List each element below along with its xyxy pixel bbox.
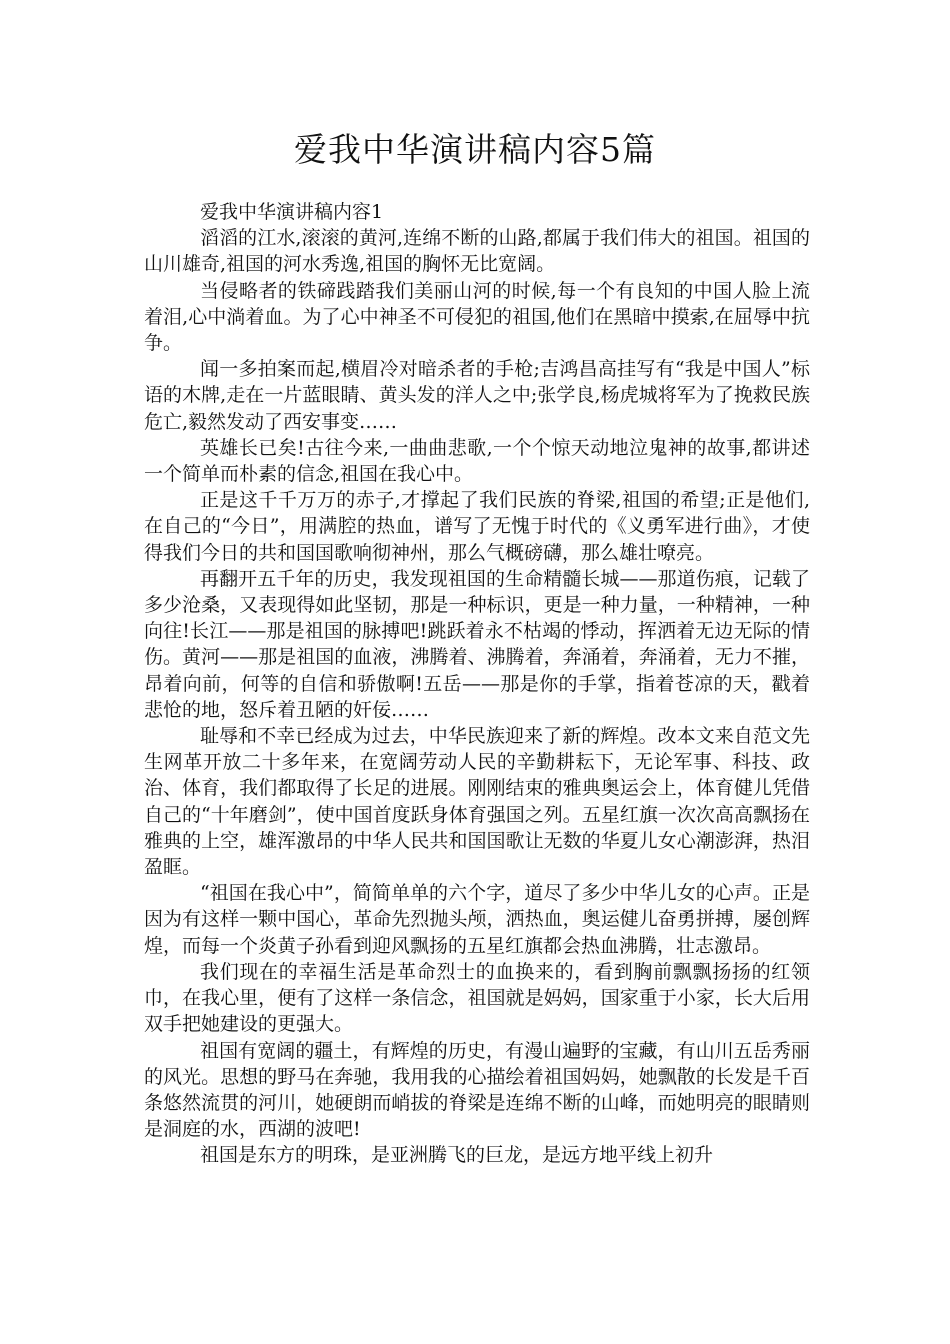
paragraph-2: 当侵略者的铁碲践踏我们美丽山河的时候,每一个有良知的中国人脸上流着泪,心中淌着血。为了心中神圣不可侵犯的祖国,他们在黑暗中摸索,在屈辱中抗争。 bbox=[144, 279, 810, 355]
document-title: 爱我中华演讲稿内容5篇 bbox=[294, 130, 656, 169]
document-body bbox=[144, 199, 810, 1169]
paragraph-10: 祖国有宽阔的疆土，有辉煌的历史，有漫山遍野的宝藏，有山川五岳秀丽的风光。思想的野马在奔驰，我用我的心描绘着祖国妈妈，她飘散的长发是千百条悠然流贯的河川，她硬朗而峭拔的脊梁是连绵不断的山峰，而她明亮的眼睛则是洞庭的水，西湖的波吧! bbox=[144, 1039, 810, 1141]
paragraph-8: “祖国在我心中”，简简单单的六个字，道尽了多少中华儿女的心声。正是因为有这样一颗中国心，革命先烈抛头颅，洒热血，奥运健儿奋勇拼搏，屡创辉煌，而每一个炎黄子孙看到迎风飘扬的五星红旗都会热血沸腾，壮志激昂。 bbox=[144, 882, 810, 957]
section-heading: 爱我中华演讲稿内容1 bbox=[200, 201, 384, 223]
paragraph-11: 祖国是东方的明珠，是亚洲腾飞的巨龙，是远方地平线上初升 bbox=[200, 1144, 714, 1167]
paragraph-4: 英雄长已矣!古往今来,一曲曲悲歌,一个个惊天动地泣鬼神的故事,都讲述一个简单而朴素的信念,祖国在我心中。 bbox=[144, 436, 810, 486]
paragraph-1: 滔滔的江水,滚滚的黄河,连绵不断的山路,都属于我们伟大的祖国。祖国的山川雄奇,祖国的河水秀逸,祖国的胸怀无比宽阔。 bbox=[144, 227, 810, 276]
paragraph-3: 闻一多拍案而起,横眉冷对暗杀者的手枪;吉鸿昌高挂写有“我是中国人”标语的木牌,走在一片蓝眼睛、黄头发的洋人之中;张学良,杨虎城将军为了挽救民族危亡,毅然发动了西安事变…… bbox=[144, 358, 810, 433]
paragraph-7: 耻辱和不幸已经成为过去，中华民族迎来了新的辉煌。改本文来自范文先生网革开放二十多年来，在宽阔劳动人民的辛勤耕耘下，无论军事、科技、政治、体育，我们都取得了长足的进展。刚刚结束的雅典奥运会上，体育健儿凭借自己的“十年磨剑”，使中国首度跃身体育强国之列。五星红旗一次次高高飘扬在雅典的上空，雄浑激昂的中华人民共和国国歌让无数的华夏儿女心潮澎湃，热泪盈眶。 bbox=[144, 725, 810, 879]
paragraph-6: 再翻开五千年的历史，我发现祖国的生命精髓长城——那道伤痕，记载了多少沧桑，又表现得如此坚韧，那是一种标识，更是一种力量，一种精神，一种向往!长江——那是祖国的脉搏吧!跳跃着永不枯竭的悸动，挥洒着无边无际的情伤。黄河——那是祖国的血液，沸腾着、沸腾着，奔涌着，奔涌着，无力不摧，昂着向前，何等的自信和骄傲啊!五岳——那是你的手掌，指着苍凉的天，戳着悲怆的地，怒斥着丑陋的奸佞…… bbox=[144, 567, 810, 721]
paragraph-5: 正是这千千万万的赤子,才撑起了我们民族的脊梁,祖国的希望;正是他们,在自己的“今日”，用满腔的热血，谱写了无愧于时代的《义勇军进行曲》，才使得我们今日的共和国国歌响彻神州，那么气概磅礴，那么雄壮嘹亮。 bbox=[144, 489, 810, 564]
paragraph-9: 我们现在的幸福生活是革命烈士的血换来的，看到胸前飘飘扬扬的红领巾，在我心里，便有了这样一条信念，祖国就是妈妈，国家重于小家，长大后用双手把她建设的更强大。 bbox=[144, 960, 810, 1036]
